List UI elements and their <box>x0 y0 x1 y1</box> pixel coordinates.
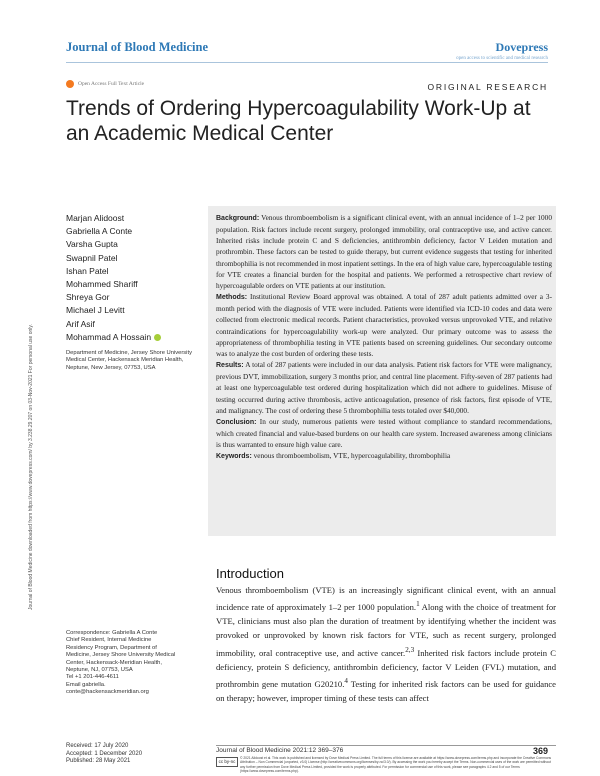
article-type: ORIGINAL RESEARCH <box>427 82 548 92</box>
citation-ref[interactable]: 4 <box>344 676 348 685</box>
correspondence-email-link[interactable]: conte@hackensackmeridian.org <box>66 689 149 696</box>
abstract-box <box>208 206 556 536</box>
open-access-icon <box>66 80 74 88</box>
background-text: Venous thromboembolism is a significant clinical event, with an annual incidence of 1–2 per 1000 population. Risk factors include recent surgery, prolonged immobility, oral contraceptive use, and active cancer. Inherited risks include protein C and S deficiencies, antithrombin deficiency, factor V Leiden mutation and prothrombin. These factors can be tested to guide therapy, but current evidence suggests that testing for inherited thrombophilia is not recommended in most inpatient settings. In the era of high value care, hypercoagulable testing for VTE creates a financial burden for the hospital and patients. We performed a retrospective chart review of hypercoagulable orders on VTE patients at our institution. <box>216 213 552 290</box>
intro-sentence: Along with the choice of treatment for VTE, clinicians must also plan the duration of treatment by identifying whether the incident was provoked or unprovoked by known risk factors for VTE, such as recent surgery, prolonged immobility, oral contraceptive use, and active cancer. <box>216 602 556 658</box>
correspondence <box>66 630 206 697</box>
abstract-results <box>216 359 552 416</box>
keywords-text: venous thromboembolism, VTE, hypercoagulability, thrombophilia <box>253 451 451 461</box>
abstract-background <box>216 212 552 291</box>
intro-sentence: Venous thromboembolism (VTE) is an increasingly significant clinical event, with an annual incidence rate of approximately 1–2 per 1000 population. <box>216 585 556 613</box>
intro-sentence: Testing for inherited risk factors can be used for guidance on therapy; however, improper timing of these tests can affect <box>216 678 556 703</box>
open-access-text: Open Access Full Text Article <box>78 81 145 87</box>
abstract-methods <box>216 291 552 359</box>
intro-sentence: Inherited risk factors include protein C deficiency, protein S deficiency, antithrombin deficiency, factor V Leiden (FVL) mutation, and prothrombin gene mutation G20210. <box>216 647 556 689</box>
accepted-date: Accepted: 1 December 2020 <box>66 750 143 757</box>
download-note <box>28 160 40 610</box>
conclusion-text: In our study, numerous patients were tested without compliance to standard recommendations, which created financial and value-based burdens on our health care system. Increased awareness among clinicians is thus warranted to ensure high value care. <box>216 416 552 450</box>
author[interactable]: Gabriella A Conte <box>66 226 133 237</box>
correspondence-line: Neptune, NJ, 07753, USA <box>66 667 133 674</box>
background-label: Background: <box>216 215 260 222</box>
author-list <box>66 212 161 344</box>
methods-text: Institutional Review Board approval was obtained. A total of 287 adult patients admitted over a 3-month period with the diagnosis of VTE were included. Patients were identified via ICD-10 codes and data were collected from electronic medical records. Patient characteristics, provoked versus unprovoked VTE, and relative contraindications for hypercoagulability work-up were analyzed. Our primary outcome was to assess the appropriateness of thrombophilia testing in VTE patients based on screening guidelines. Our secondary outcome was to analyze the cost burden of ordering these tests. <box>216 292 552 358</box>
orcid-icon[interactable] <box>154 334 161 341</box>
correspondence-line: Chief Resident, Internal Medicine <box>66 637 152 644</box>
footer-rule <box>216 745 556 746</box>
header-rule <box>66 62 548 63</box>
page-number: 369 <box>532 746 548 756</box>
author[interactable]: Mohammed Shariff <box>66 279 138 290</box>
author[interactable]: Swapnil Patel <box>66 252 118 263</box>
abstract-keywords <box>216 450 552 462</box>
footer-citation: Journal of Blood Medicine 2021:12 369–376 <box>216 747 344 754</box>
correspondence-line: Correspondence: Gabriella A Conte <box>66 630 158 636</box>
introduction-heading: Introduction <box>216 566 284 581</box>
abstract-conclusion <box>216 416 552 450</box>
open-access-label <box>66 80 144 88</box>
author[interactable]: Mohammad A Hossain <box>66 331 152 342</box>
keywords-label: Keywords: <box>216 453 252 461</box>
citation-ref[interactable]: 1 <box>416 600 420 609</box>
results-label: Results: <box>216 362 244 370</box>
cc-license-icon[interactable]: cc by-nc <box>216 757 238 767</box>
article-dates <box>66 743 142 766</box>
introduction-text <box>216 583 556 705</box>
correspondence-line: Center, Hackensack-Meridian Health, <box>66 659 163 666</box>
author-with-orcid <box>66 331 161 344</box>
publisher-tagline: open access to scientific and medical research <box>456 56 548 61</box>
published-date: Published: 28 May 2021 <box>66 758 131 765</box>
author[interactable]: Michael J Levitt <box>66 305 125 316</box>
author[interactable]: Varsha Gupta <box>66 239 118 250</box>
article-title: Trends of Ordering Hypercoagulability Work-Up at an Academic Medical Center <box>66 97 531 145</box>
conclusion-label: Conclusion: <box>216 418 257 426</box>
author[interactable]: Marjan Alidoost <box>66 213 125 223</box>
citation-ref[interactable]: 2,3 <box>405 645 415 654</box>
correspondence-line: Residency Program, Department of <box>66 644 157 651</box>
author[interactable]: Ishan Patel <box>66 265 109 276</box>
correspondence-line: Medicine, Jersey Shore University Medical <box>66 652 176 659</box>
affiliation: Department of Medicine, Jersey Shore University Medical Center, Hackensack Meridian Health, Neptune, New Jersey, 07753, USA <box>66 350 192 371</box>
author[interactable]: Arif Asif <box>66 318 95 329</box>
download-note-text: Journal of Blood Medicine downloaded from https://www.dovepress.com/ by 3.238.29.207 on 03-Nov-2021 For personal use only. <box>28 324 34 610</box>
author[interactable]: Shreya Gor <box>66 292 110 303</box>
correspondence-email-label: Email gabriella. <box>66 681 106 688</box>
license-text: © 2021 Alidoost et al. This work is published and licensed by Dove Medical Press Limited. The full terms of this license are available at https://www.dovepress.com/terms.php and incorporate the Creative Commons Attribution – Non Commercial (unported, v3.0) License (http://creativecommons.org/licenses/by-nc/3.0/). By accessing the work you hereby accept the Terms. Non-commercial uses of the work are permitted without any further permission from Dove Medical Press Limited, provided the work is properly attributed. For permission for commercial use of this work, please see paragraphs 4.2 and 5 of our Terms (https://www.dovepress.com/terms.php). <box>240 756 552 773</box>
publisher-logo[interactable]: Dovepress <box>495 40 548 54</box>
methods-label: Methods: <box>216 294 248 302</box>
received-date: Received: 17 July 2020 <box>66 743 129 749</box>
correspondence-phone: Tel +1 201-446-4611 <box>66 674 119 681</box>
journal-name: Journal of Blood Medicine <box>66 40 209 54</box>
results-text: A total of 287 patients were included in our data analysis. Patient risk factors for VTE were malignancy, previous DVT, immobilization, surgery 3 months prior, and central line placement. Fifty-seven of 287 patients had at least one hypercoagulable test ordered during hospitalization which did not adhere to guidelines. Misuse of testing occurred during active thrombosis, active anticoagulation, presence of risk factors, first episode of VTE, and malignancy. The cost of ordering these 5 thrombophilia tests totaled over $40,000. <box>216 360 553 415</box>
